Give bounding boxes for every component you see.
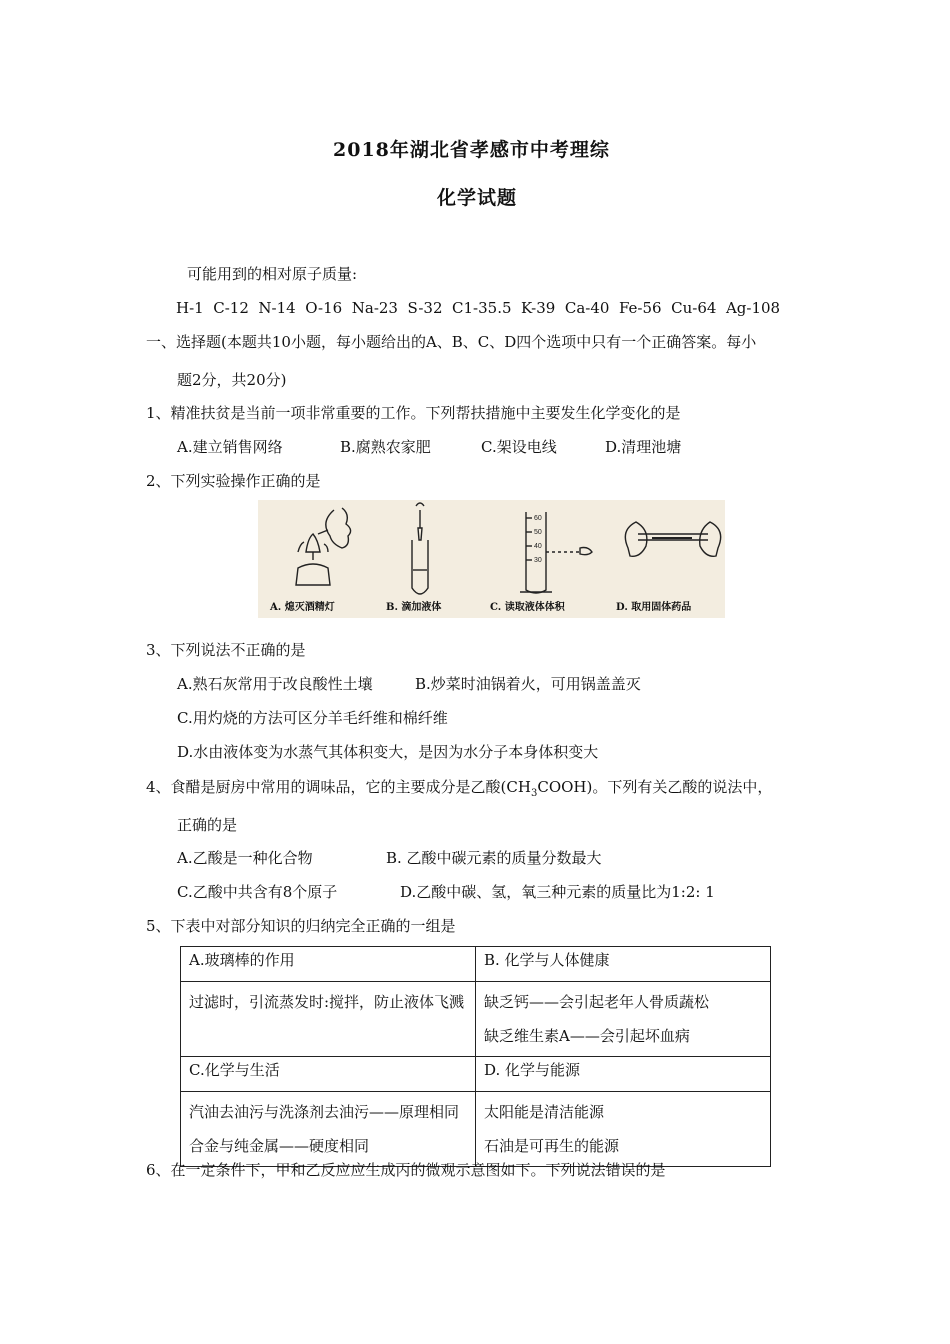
table-cell-a-content [181,982,476,1057]
table-cell-d-head: D. 化学与能源 [476,1057,771,1092]
table-a-line-1: 过滤时，引流蒸发时:搅拌，防止液体飞溅 [189,993,465,1011]
knowledge-table [180,946,771,1167]
table-cell-a-head: A.玻璃棒的作用 [181,947,476,982]
atomic-mass-intro: 可能用到的相对原子质量: [187,265,358,283]
q1-option-c: C.架设电线 [481,438,557,456]
q3-option-b: B.炒菜时油锅着火，可用锅盖盖灭 [415,675,641,693]
q1-option-d: D.清理池塘 [605,438,682,456]
table-cell-c-head: C.化学与生活 [181,1057,476,1092]
table-cell-b-content [476,982,771,1057]
atomic-mass-list: H-1 C-12 N-14 O-16 Na-23 S-32 C1-35.5 K-39 Ca-40 Fe-56 Cu-64 Ag-108 [176,299,781,317]
question-4-stem-cont: 正确的是 [177,816,238,834]
q3-option-c: C.用灼烧的方法可区分羊毛纤维和棉纤维 [177,709,448,727]
page-title: 2018年湖北省孝感市中考理综 [333,139,610,161]
question-4-stem [146,777,772,804]
test-tube-icon [412,540,428,594]
q1-option-b: B.腐熟农家肥 [340,438,431,456]
section-heading-cont: 题2分，共20分) [177,371,287,389]
question-2-stem: 2、下列实验操作正确的是 [146,472,321,490]
table-cell-c-content [181,1092,476,1167]
cylinder-icon [526,512,546,593]
q4-option-b: B. 乙酸中碳元素的质量分数最大 [386,849,602,867]
cylinder-tick-50: 50 [534,529,542,536]
eye-icon [580,548,592,555]
q4-formula-subscript: 3 [530,788,538,799]
page-subtitle: 化学试题 [437,187,518,209]
question-1-stem: 1、精准扶贫是当前一项非常重要的工作。下列帮扶措施中主要发生化学变化的是 [146,404,681,422]
figure-label-b: B. 滴加液体 [386,602,442,613]
alcohol-lamp-icon [296,564,330,585]
q4-stem-after: COOH)。下列有关乙酸的说法中， [537,778,773,796]
question-5-stem: 5、下表中对部分知识的归纳完全正确的一组是 [146,917,456,935]
table-b-line-1: 缺乏钙——会引起老年人骨质蔬松 [484,993,710,1011]
question-3-stem: 3、下列说法不正确的是 [146,641,306,659]
question-6-stem: 6、在一定条件下，甲和乙反应应生成丙的微观示意图如下。下列说法错误的是 [146,1161,666,1179]
lab-operations-figure [258,500,725,618]
table-c-line-2: 合金与纯金属——硬度相同 [189,1137,370,1155]
cylinder-tick-40: 40 [534,543,542,550]
q4-option-a: A.乙酸是一种化合物 [177,849,313,867]
dropper-icon [416,503,424,528]
face-icon [326,508,351,548]
q4-stem-before: 4、食醋是厨房中常用的调味品，它的主要成分是乙酸(CH [146,778,531,796]
cylinder-tick-60: 60 [534,515,542,522]
table-cell-d-content [476,1092,771,1167]
left-hand-icon [625,522,647,556]
q4-option-d: D.乙酸中碳、氢，氧三种元素的质量比为1:2: 1 [400,883,715,901]
cylinder-tick-30: 30 [534,557,542,564]
q1-option-a: A.建立销售网络 [177,438,283,456]
right-hand-icon [700,522,721,556]
table-d-line-1: 太阳能是清洁能源 [484,1103,605,1121]
figure-label-c: C. 读取液体体积 [490,602,565,613]
table-d-line-2: 石油是可再生的能源 [484,1137,620,1155]
q4-option-c: C.乙酸中共含有8个原子 [177,883,338,901]
q3-option-d: D.水由液体变为水蒸气其体积变大，是因为水分子本身体积变大 [177,743,599,761]
table-b-line-2: 缺乏维生素A——会引起坏血病 [484,1027,690,1045]
table-c-line-1: 汽油去油污与洗涤剂去油污——原理相同 [189,1103,460,1121]
flame-icon [306,534,320,552]
section-heading: 一、选择题(本题共10小题，每小题给出的A、B、C、D四个选项中只有一个正确答案。每小 [146,333,757,351]
q3-option-a: A.熟石灰常用于改良酸性土壤 [177,675,373,693]
table-cell-b-head: B. 化学与人体健康 [476,947,771,982]
figure-label-a: A. 熄灭酒精灯 [270,602,335,613]
figure-label-d: D. 取用固体药品 [616,602,692,613]
